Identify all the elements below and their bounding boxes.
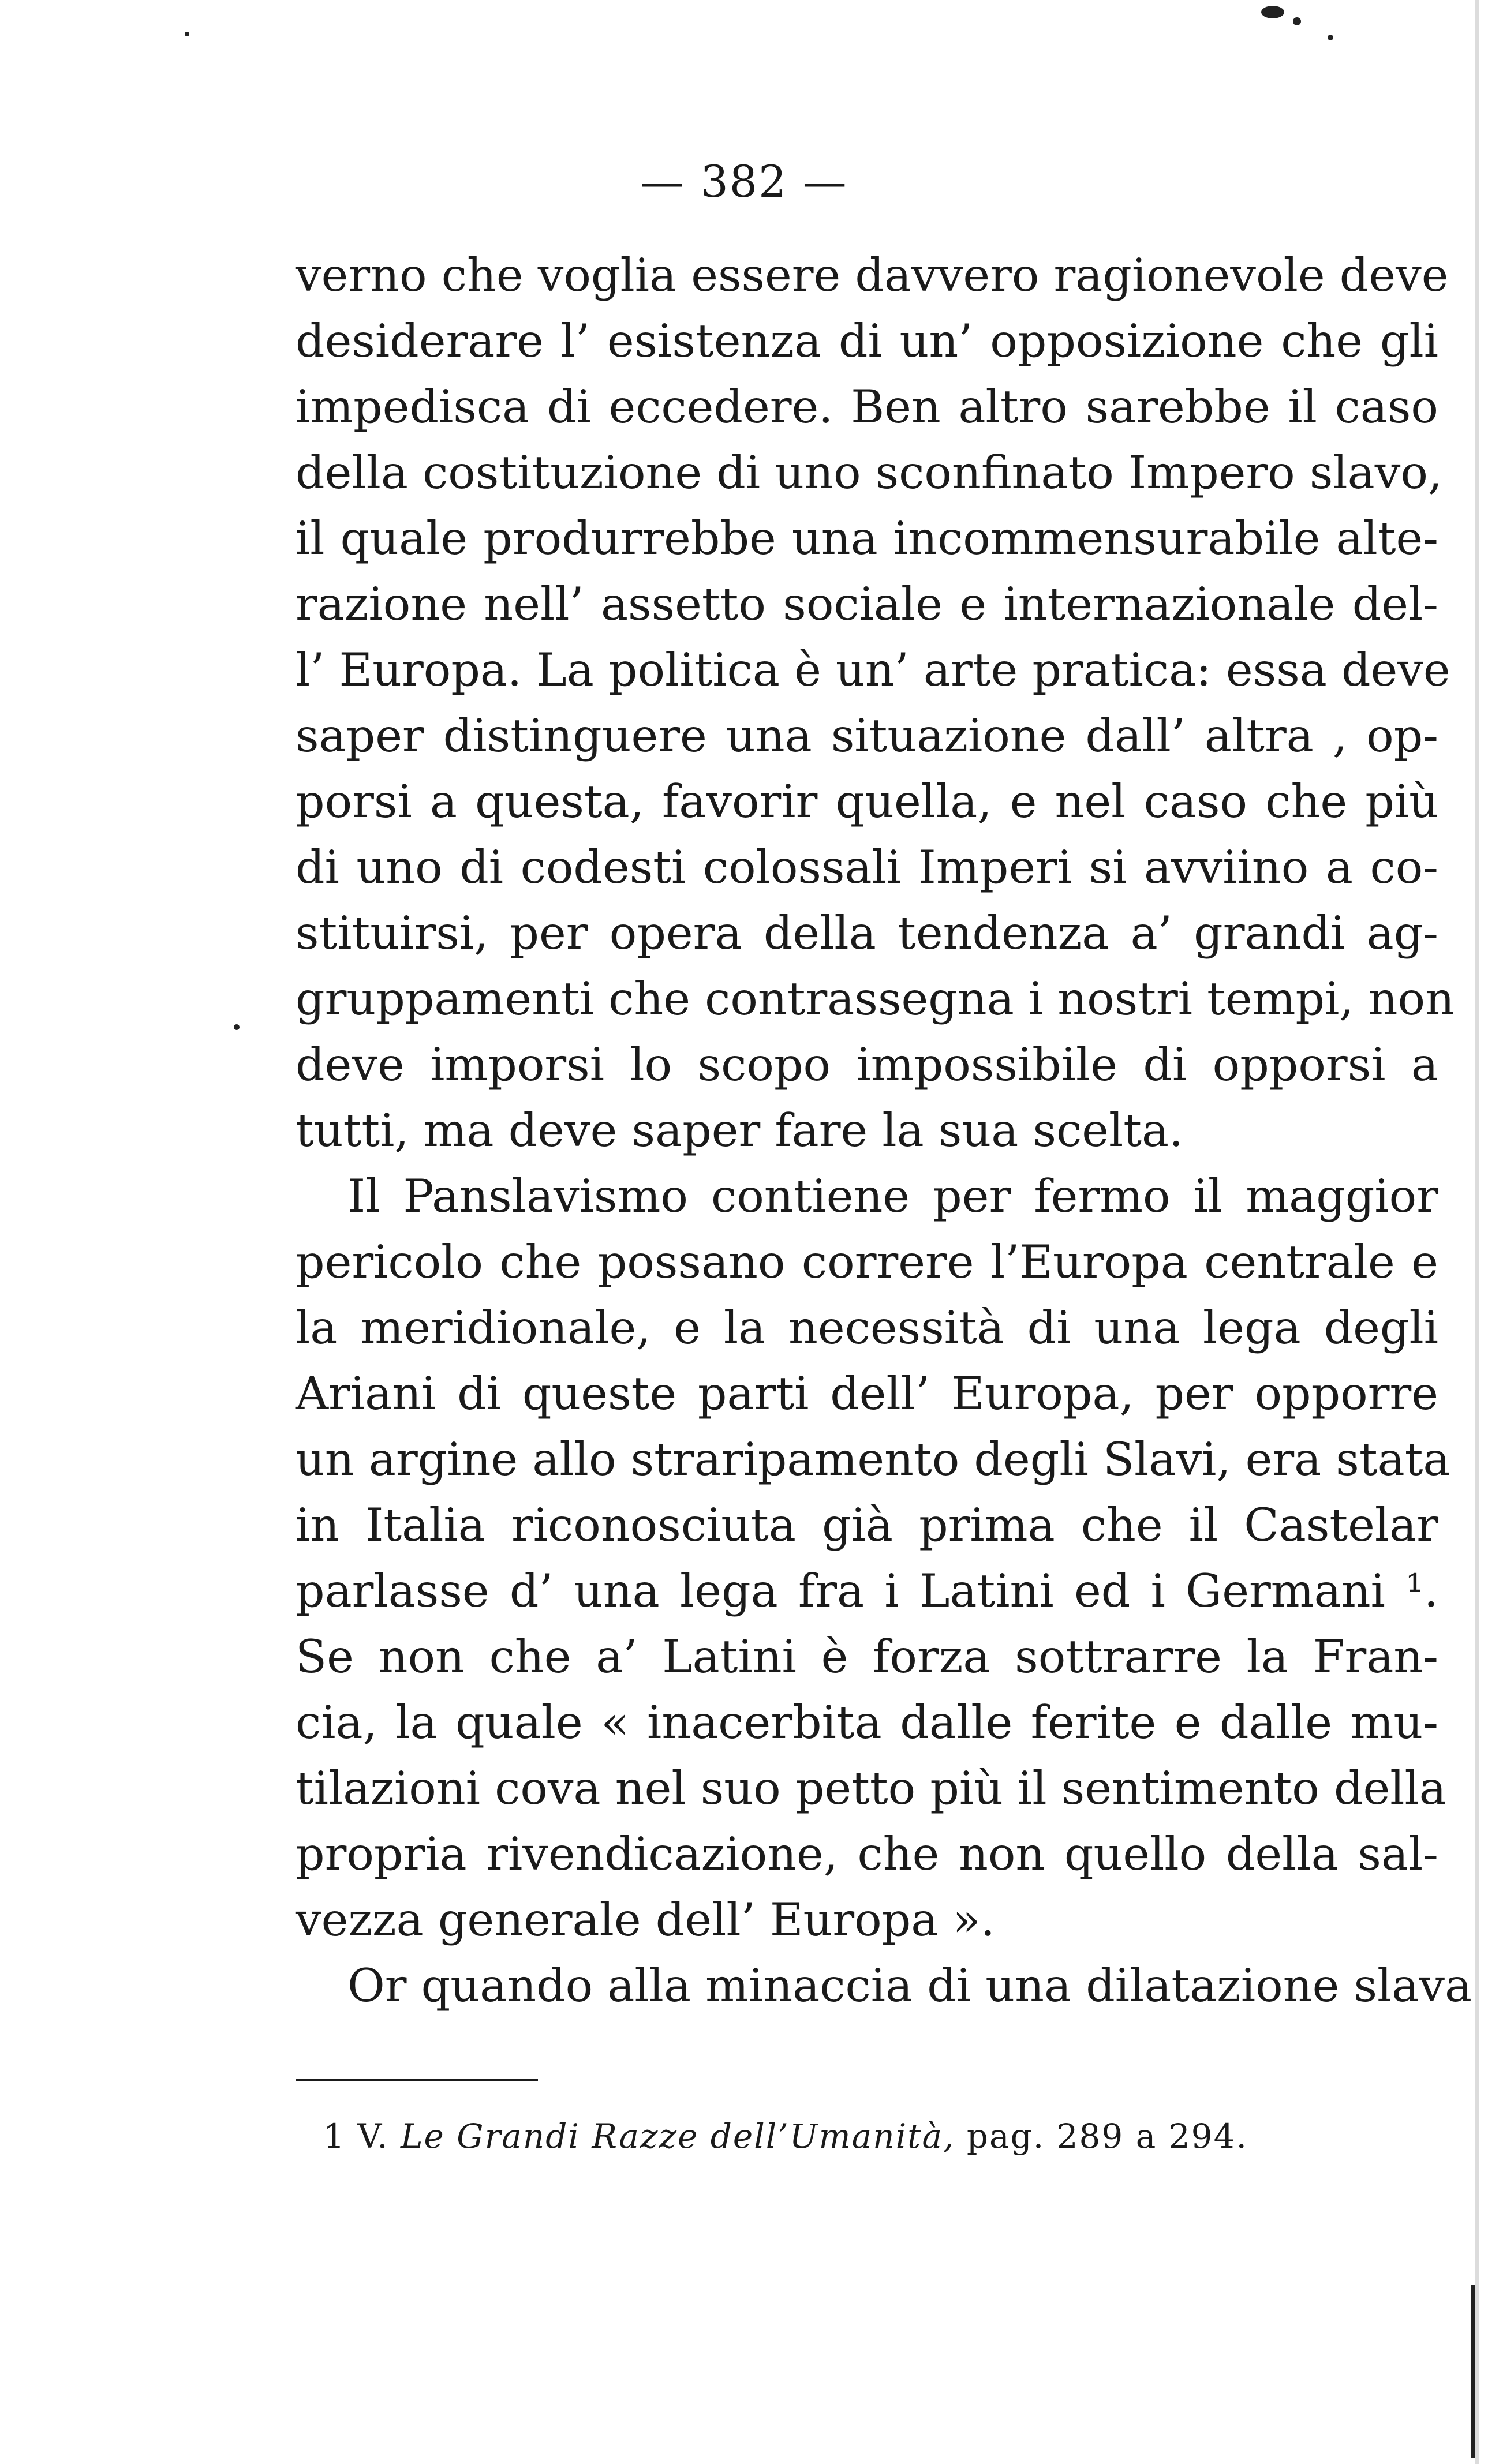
text-line: verno che voglia essere davvero ragionevole deve <box>296 249 1449 302</box>
text-line: desiderare l’ esistenza di un’ opposizione che gli <box>296 314 1438 368</box>
text-line: della costituzione di uno sconfinato Impero slavo, <box>296 446 1443 499</box>
text-line: tilazioni cova nel suo petto più il sentimento della <box>296 1762 1446 1815</box>
page-edge-mark <box>1471 2285 1475 2458</box>
text-line: Se non che a’ Latini è forza sottrarre la Fran- <box>296 1630 1438 1683</box>
scan-speck <box>1328 35 1333 40</box>
scan-speck <box>1293 17 1301 25</box>
text-line: porsi a questa, favorir quella, e nel caso che più <box>296 775 1438 828</box>
scan-speck <box>1261 6 1284 18</box>
paragraph-end-line: vezza generale dell’ Europa ». <box>296 1893 995 1946</box>
paragraph-start-line: Il Panslavismo contiene per fermo il maggior <box>347 1170 1438 1223</box>
text-line: un argine allo straripamento degli Slavi, era stata <box>296 1433 1450 1486</box>
footnote <box>323 2117 1248 2156</box>
page-number: — 382 — <box>640 156 848 207</box>
text-line: pericolo che possano correre l’Europa centrale e <box>296 1235 1438 1289</box>
text-line: in Italia riconosciuta già prima che il Castelar <box>296 1499 1438 1552</box>
text-line: gruppamenti che contrassegna i nostri tempi, non <box>296 972 1455 1025</box>
footnote-ref: 1 V. <box>323 2117 401 2156</box>
footnote-title: Le Grandi Razze dell’Umanità, <box>400 2117 955 2156</box>
text-line: parlasse d’ una lega fra i Latini ed i Germani ¹. <box>296 1564 1438 1617</box>
text-line: Ariani di queste parti dell’ Europa, per opporre <box>296 1367 1438 1420</box>
scan-speck <box>234 1024 240 1030</box>
text-line: la meridionale, e la necessità di una lega degli <box>296 1301 1438 1354</box>
footnote-tail: pag. 289 a 294. <box>955 2117 1248 2156</box>
text-line: cia, la quale « inacerbita dalle ferite e dalle mu- <box>296 1696 1438 1749</box>
paragraph-end-line: tutti, ma deve saper fare la sua scelta. <box>296 1104 1184 1157</box>
page-edge-mark <box>1475 0 1479 2464</box>
text-line: razione nell’ assetto sociale e internazionale del- <box>296 578 1438 631</box>
paragraph-start-line: Or quando alla minaccia di una dilatazione slava <box>347 1959 1472 2012</box>
text-line: il quale produrrebbe una incommensurabile alte- <box>296 512 1438 565</box>
footnote-rule <box>296 2079 538 2081</box>
text-line: deve imporsi lo scopo impossibile di opporsi a <box>296 1038 1438 1091</box>
text-line: stituirsi, per opera della tendenza a’ grandi ag- <box>296 907 1438 960</box>
text-line: l’ Europa. La politica è un’ arte pratica: essa deve <box>296 643 1450 696</box>
text-line: di uno di codesti colossali Imperi si avviino a co- <box>296 841 1438 894</box>
body-text <box>296 242 1472 2019</box>
scan-speck <box>185 32 189 36</box>
text-line: saper distinguere una situazione dall’ altra , op- <box>296 709 1438 762</box>
text-line: impedisca di eccedere. Ben altro sarebbe il caso <box>296 380 1438 433</box>
text-line: propria rivendicazione, che non quello della sal- <box>296 1828 1438 1881</box>
